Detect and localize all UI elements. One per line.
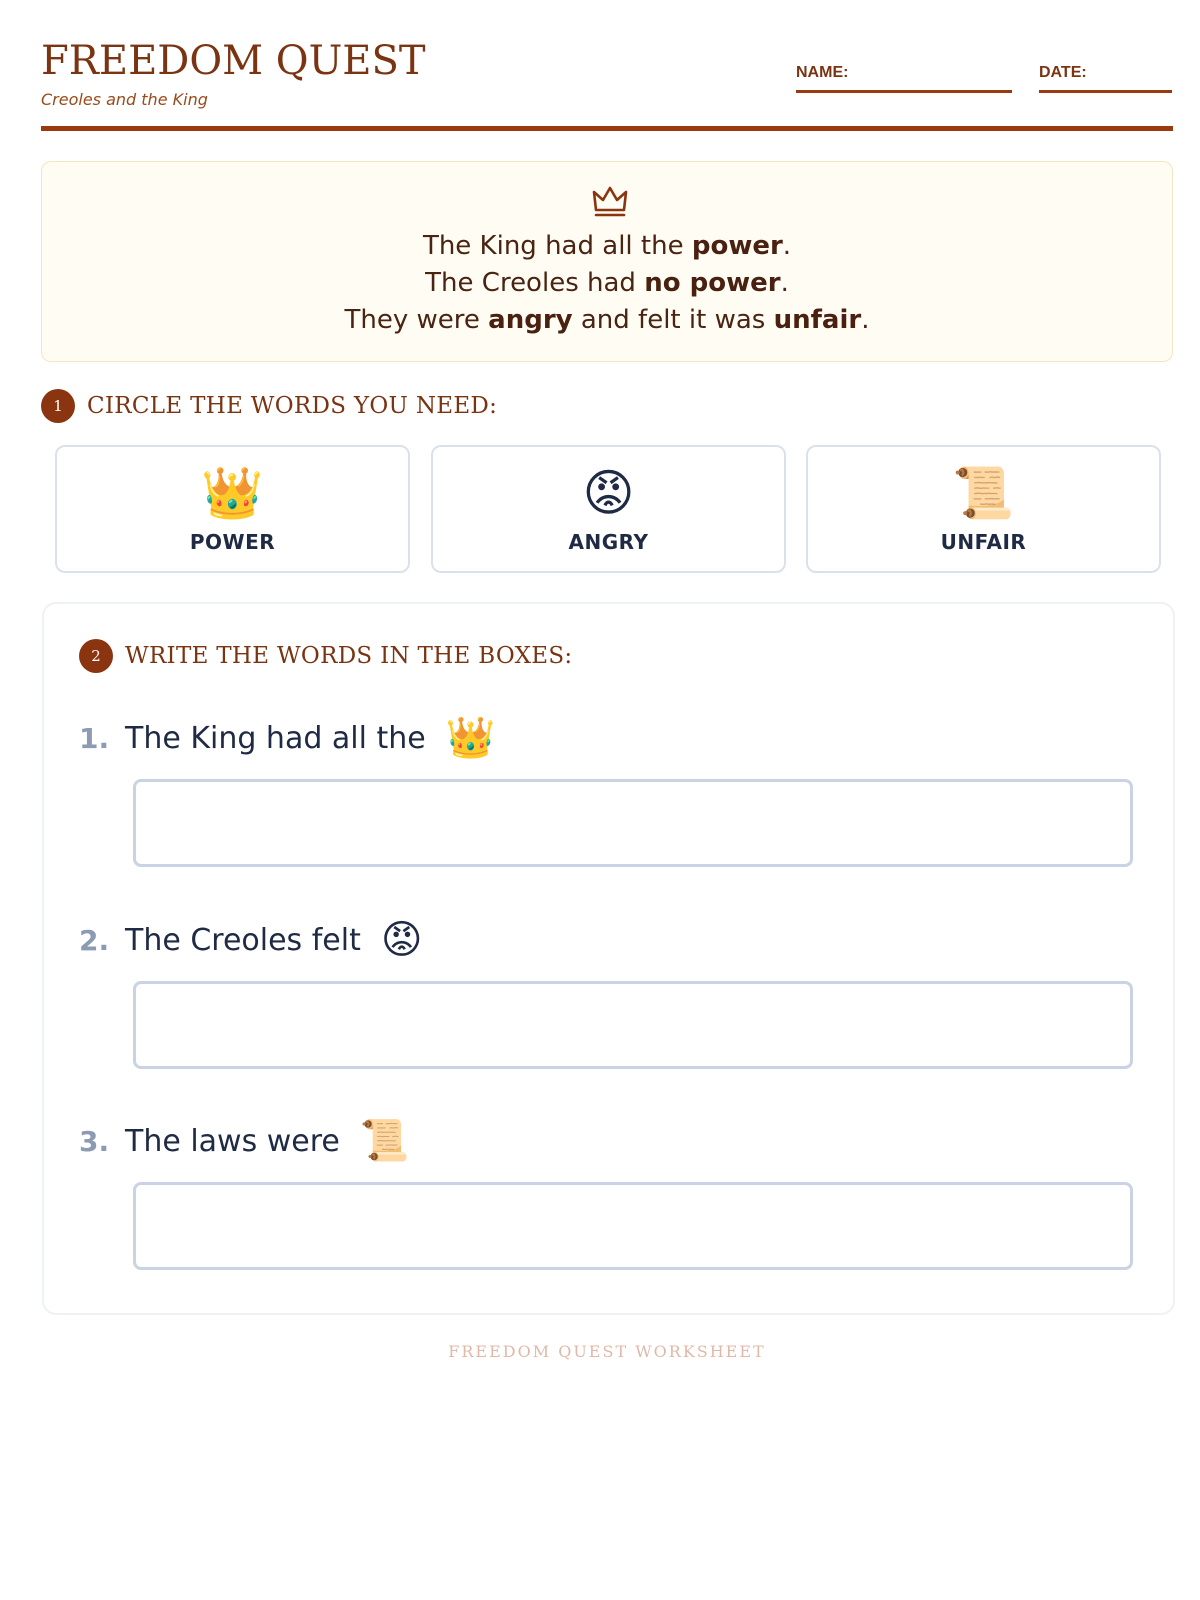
answer-box[interactable] — [133, 981, 1133, 1069]
intro-text-span: The Creoles had — [425, 268, 645, 298]
sentence-number: 2. — [79, 923, 110, 957]
intro-text-span: . — [780, 268, 789, 298]
header-divider — [41, 126, 1173, 131]
intro-line-2 — [42, 265, 1172, 302]
intro-line-1 — [42, 228, 1172, 265]
word-card-label: POWER — [189, 530, 276, 554]
intro-bold-power: power — [691, 231, 783, 261]
name-field[interactable] — [796, 62, 1012, 93]
intro-line-3 — [42, 302, 1172, 339]
intro-text-span: . — [861, 305, 870, 335]
answer-box[interactable] — [133, 1182, 1133, 1270]
intro-text-span: . — [782, 231, 792, 261]
name-label: NAME: — [796, 64, 849, 81]
intro-bold-unfair: unfair — [773, 305, 862, 335]
intro-box — [41, 161, 1173, 362]
section-2-heading — [79, 639, 572, 673]
angry-face-icon: 😡 — [380, 917, 423, 963]
sentence-number: 1. — [79, 721, 110, 755]
sentence-number: 3. — [79, 1124, 110, 1158]
worksheet-title: FREEDOM QUEST — [41, 38, 426, 84]
section-2-badge: 2 — [79, 639, 113, 673]
sentence-item — [79, 917, 1139, 963]
angry-face-icon: 😡 — [582, 464, 635, 522]
sentence-item — [79, 1118, 1139, 1164]
intro-text-span: The King had all the — [422, 231, 692, 261]
worksheet-subtitle: Creoles and the King — [41, 90, 208, 109]
section-1-badge: 1 — [41, 389, 75, 423]
worksheet-page — [41, 0, 1173, 1361]
sentence-prompt — [79, 917, 1139, 963]
intro-bold-no-power: no power — [644, 268, 781, 298]
intro-bold-angry: angry — [488, 305, 573, 335]
intro-text — [42, 228, 1172, 339]
scroll-icon: 📜 — [359, 1118, 410, 1164]
crown-emoji-icon: 👑 — [201, 464, 264, 522]
worksheet-footer: FREEDOM QUEST WORKSHEET — [448, 1342, 766, 1361]
answer-box[interactable] — [133, 779, 1133, 867]
word-card-label: ANGRY — [568, 530, 649, 554]
section-1-title: CIRCLE THE WORDS YOU NEED: — [87, 393, 498, 419]
sentence-item — [79, 715, 1139, 761]
sentence-text: The King had all the — [125, 720, 426, 756]
crown-emoji-icon: 👑 — [445, 715, 496, 761]
word-card-power[interactable] — [55, 445, 410, 573]
word-cards — [55, 445, 1158, 572]
section-2-title: WRITE THE WORDS IN THE BOXES: — [125, 643, 573, 669]
sentence-prompt — [79, 715, 1139, 761]
intro-text-span: They were — [344, 305, 489, 335]
writing-panel — [42, 602, 1175, 1315]
word-card-unfair[interactable] — [806, 445, 1161, 573]
word-card-angry[interactable] — [431, 445, 786, 573]
worksheet-header — [41, 0, 1173, 134]
sentence-prompt — [79, 1118, 1139, 1164]
sentence-text: The laws were — [125, 1123, 340, 1159]
word-card-label: UNFAIR — [940, 530, 1027, 554]
crown-icon — [590, 180, 630, 220]
date-label: DATE: — [1039, 64, 1087, 81]
date-field[interactable] — [1039, 62, 1172, 93]
intro-text-span: and felt it was — [572, 305, 774, 335]
sentence-text: The Creoles felt — [125, 922, 361, 958]
section-1-heading — [41, 389, 497, 423]
scroll-icon: 📜 — [952, 464, 1015, 522]
